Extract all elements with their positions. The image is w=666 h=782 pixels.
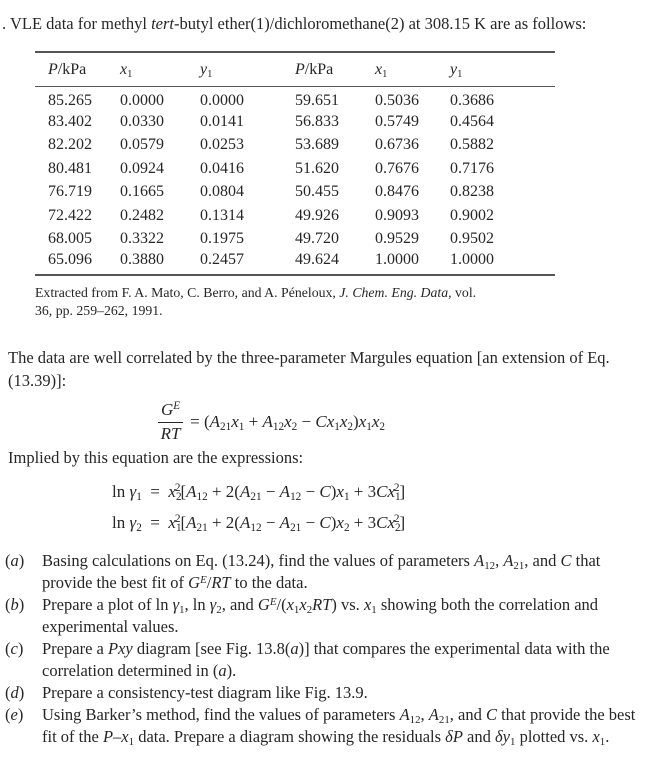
table-cell: 50.455 [295,183,339,201]
table-cell: 0.0253 [200,136,244,154]
table-cell: 0.5036 [375,91,419,109]
question-item-label: (b) [5,594,25,614]
paragraph-implied: Implied by this equation are the expressions: [8,447,304,467]
table-source-note: Extracted from F. A. Mato, C. Berro, and A. Péneloux, J. Chem. Eng. Data, vol. 36, pp. 259–262, 1991. [35,284,477,318]
question-item [5,682,656,704]
table-cell: 0.0000 [120,91,164,109]
table-cell: 51.620 [295,159,339,177]
table-cell: 49.624 [295,251,339,269]
table-cell: 49.720 [295,230,339,248]
table-cell: 82.202 [48,136,92,154]
margules-equation [158,400,656,444]
question-item-text: Prepare a Pxy diagram [see Fig. 13.8(a)] that compares the experimental data with the correlation determined in (a). [42,638,610,680]
question-item-text: Basing calculations on Eq. (13.24), find the values of parameters $A_{12}$, $A_{21}$, and C that provide the best fit of $G^E/RT$ to the data. [42,550,601,592]
vle-table-body [35,87,555,275]
table-cell: 0.9502 [450,230,494,248]
question-item [5,594,656,638]
table-cell: 0.1314 [200,206,244,224]
table-cell: 0.0141 [200,112,244,130]
column-header: $y_1$ [450,61,463,80]
table-cell: 0.5882 [450,136,494,154]
question-item-label: (a) [5,550,25,570]
table-cell: 85.265 [48,91,92,109]
table-row [35,181,555,205]
table-cell: 0.0330 [120,112,164,130]
table-row [35,228,555,252]
table-cell: 0.0416 [200,159,244,177]
table-cell: 0.3322 [120,230,164,248]
question-item-label: (c) [5,638,24,658]
vle-data-table [35,51,555,276]
table-cell: 49.926 [295,206,339,224]
table-cell: 0.1665 [120,183,164,201]
question-item-label: (e) [5,704,24,724]
question-item-text: Prepare a plot of $\ln \gamma_1$, $\ln \gamma_2$, and $G^E/(x_1x_2RT)$ vs. $x_1$ showing both the correlation and experimental values. [42,594,599,636]
ln-gamma2-equation: $\ln \gamma_2$ = $x_1^2[A_{21} + 2(A_{12} - A_{21} - C)x_2 + 3Cx_2^2]$ [112,512,406,534]
table-cell: 72.422 [48,206,92,224]
question-item [5,704,656,748]
table-row [35,110,555,134]
table-cell: 56.833 [295,112,339,130]
table-cell: 0.3686 [450,91,494,109]
table-cell: 68.005 [48,230,92,248]
table-cell: 0.0924 [120,159,164,177]
table-cell: 0.9529 [375,230,419,248]
problem-title: . VLE data for methyl tert-butyl ether(1)/dichloromethane(2) at 308.15 K are as follows: [2,14,587,33]
table-cell: 1.0000 [375,251,419,269]
question-item-label: (d) [5,682,25,702]
table-cell: 0.9093 [375,206,419,224]
table-cell: 0.8238 [450,183,494,201]
question-item-text: Using Barker’s method, find the values of parameters $A_{12}$, $A_{21}$, and C that provide the best fit of the $P-x_1$ data. Prepare a diagram showing the residuals δP and $\delta y_1$ plotted vs. $x_1$. [42,704,636,748]
equation-rhs: = $(A_{21}x_1 + A_{12}x_2 - Cx_1x_2)x_1x_2$ [190,411,385,433]
ge-rt-fraction [158,400,183,444]
table-cell: 0.3880 [120,251,164,269]
table-cell: 0.0804 [200,183,244,201]
table-cell: 83.402 [48,112,92,130]
table-cell: 0.1975 [200,230,244,248]
table-cell: 76.719 [48,183,92,201]
column-header: P/kPa [48,61,87,78]
table-cell: 1.0000 [450,251,494,269]
question-list [5,550,656,748]
column-header: P/kPa [295,61,334,78]
table-cell: 0.7176 [450,159,494,177]
question-item-text: Prepare a consistency-test diagram like Fig. 13.9. [42,682,368,702]
table-row [35,157,555,181]
question-item [5,550,656,594]
table-cell: 0.6736 [375,136,419,154]
table-row [35,251,555,275]
table-cell: 0.4564 [450,112,494,130]
table-row [35,134,555,158]
table-cell: 0.2457 [200,251,244,269]
table-cell: 80.481 [48,159,92,177]
question-item [5,638,656,682]
column-header: $x_1$ [120,61,133,80]
table-cell: 0.5749 [375,112,419,130]
column-header: $x_1$ [375,61,388,80]
fraction-numerator: $G^E$ [158,400,183,423]
table-cell: 53.689 [295,136,339,154]
table-cell: 65.096 [48,251,92,269]
table-cell: 0.0000 [200,91,244,109]
column-header: $y_1$ [200,61,213,80]
table-cell: 0.2482 [120,206,164,224]
table-cell: 0.0579 [120,136,164,154]
gamma-equations [112,476,656,538]
ln-gamma1-equation: $\ln \gamma_1$ = $x_2^2[A_{12} + 2(A_{21} - A_{12} - C)x_1 + 3Cx_1^2]$ [112,481,406,503]
table-cell: 59.651 [295,91,339,109]
table-row [35,204,555,228]
paragraph-correlation: The data are well correlated by the three-parameter Margules equation [an extension of Eq. (13.39)]: [8,347,610,390]
table-cell: 0.8476 [375,183,419,201]
fraction-denominator: RT [160,423,181,443]
table-cell: 0.9002 [450,206,494,224]
table-cell: 0.7676 [375,159,419,177]
vle-table-header-row [35,52,555,87]
table-row [35,87,555,111]
